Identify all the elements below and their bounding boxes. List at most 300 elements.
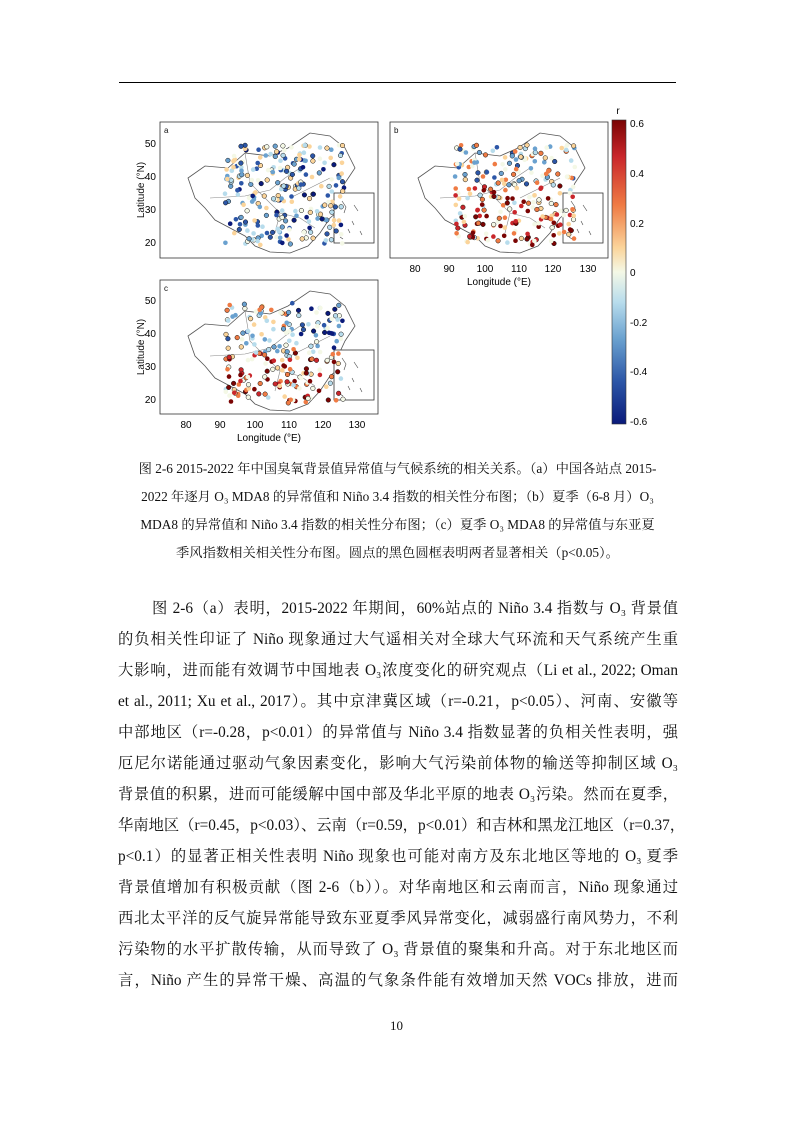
- station-marker: [226, 318, 231, 323]
- station-marker: [284, 169, 289, 174]
- station-marker: [524, 182, 529, 187]
- caption-line: 季风指数相关相关性分布图。圆点的黑色圆框表明两者显著相关（p<0.05）。: [176, 545, 619, 560]
- station-marker: [257, 392, 262, 397]
- station-marker: [245, 173, 250, 178]
- station-marker: [251, 231, 256, 236]
- station-marker: [279, 196, 284, 201]
- station-marker: [254, 350, 259, 355]
- station-marker: [228, 221, 233, 226]
- station-marker: [501, 203, 506, 208]
- station-marker: [310, 357, 315, 362]
- station-marker: [302, 193, 307, 198]
- station-marker: [476, 221, 481, 226]
- paragraph-line: 中部地区（r=-0.28，p<0.01）的异常值与 Niño 3.4 指数显著的负相关性表明，强: [118, 724, 678, 741]
- station-marker: [288, 398, 293, 403]
- station-marker: [468, 191, 473, 196]
- station-marker: [273, 382, 278, 387]
- station-marker: [544, 145, 549, 150]
- station-marker: [481, 174, 486, 179]
- station-marker: [235, 335, 240, 340]
- station-marker: [262, 353, 267, 358]
- station-marker: [270, 230, 275, 235]
- station-marker: [502, 181, 507, 186]
- station-marker: [252, 342, 257, 347]
- station-marker: [304, 215, 309, 220]
- colorbar-tick: 0.6: [630, 119, 644, 130]
- station-marker: [290, 199, 295, 204]
- station-marker: [492, 175, 497, 180]
- station-marker: [267, 338, 272, 343]
- station-marker: [570, 195, 575, 200]
- station-marker: [238, 222, 243, 227]
- station-marker: [526, 209, 531, 214]
- station-marker: [571, 213, 576, 218]
- station-marker: [558, 191, 563, 196]
- station-marker: [280, 368, 285, 373]
- station-marker: [291, 383, 296, 388]
- station-marker: [472, 160, 477, 165]
- station-marker: [307, 350, 312, 355]
- station-marker: [304, 172, 309, 177]
- station-marker: [299, 332, 304, 337]
- station-marker: [223, 241, 228, 246]
- colorbar-gradient: [612, 120, 626, 424]
- station-marker: [332, 218, 337, 223]
- station-marker: [239, 144, 244, 149]
- station-marker: [293, 209, 298, 214]
- station-marker: [514, 157, 519, 162]
- station-marker: [337, 324, 342, 329]
- station-marker: [334, 339, 339, 344]
- station-marker: [503, 215, 508, 220]
- station-marker: [275, 349, 280, 354]
- station-marker: [288, 242, 293, 247]
- station-marker: [252, 387, 257, 392]
- station-marker: [491, 234, 496, 239]
- station-marker: [456, 226, 461, 231]
- station-marker: [542, 160, 547, 165]
- station-marker: [453, 193, 458, 198]
- station-marker: [543, 156, 548, 161]
- station-marker: [340, 189, 345, 194]
- station-marker: [486, 238, 491, 243]
- station-marker: [335, 317, 340, 322]
- station-marker: [330, 210, 335, 215]
- station-marker: [302, 230, 307, 235]
- station-marker: [259, 332, 264, 337]
- station-marker: [337, 218, 342, 223]
- station-marker: [238, 379, 243, 384]
- station-marker: [336, 391, 341, 396]
- station-marker: [301, 327, 306, 332]
- station-marker: [239, 181, 244, 186]
- station-marker: [265, 369, 270, 374]
- station-marker: [326, 193, 331, 198]
- station-marker: [287, 329, 292, 334]
- station-marker: [491, 222, 496, 227]
- station-marker: [225, 367, 230, 372]
- station-marker: [332, 162, 337, 167]
- station-marker: [311, 386, 316, 391]
- station-marker: [314, 340, 319, 345]
- figure-2-6: [0, 0, 793, 450]
- station-marker: [327, 225, 332, 230]
- station-marker: [281, 144, 286, 149]
- paragraph-line: 华南地区（r=0.45，p<0.03）、云南（r=0.59，p<0.01）和吉林和黑龙江地区（r=0.37，: [118, 817, 686, 834]
- station-marker: [232, 231, 237, 236]
- station-marker: [514, 167, 519, 172]
- station-marker: [296, 308, 301, 313]
- station-marker: [271, 367, 276, 372]
- station-marker: [258, 243, 263, 248]
- station-marker: [231, 165, 236, 170]
- station-marker: [328, 156, 333, 161]
- station-marker: [527, 195, 532, 200]
- paragraph-line: et al., 2011; Xu et al., 2017）。其中京津冀区域（r=-0.21，p<0.05）、河南、安徽等: [118, 693, 678, 710]
- station-marker: [329, 238, 334, 243]
- station-marker: [244, 341, 249, 346]
- panel-a-ytick: 40: [144, 172, 156, 183]
- station-marker: [475, 178, 480, 183]
- station-marker: [473, 186, 478, 191]
- station-marker: [260, 224, 265, 229]
- station-marker: [271, 320, 276, 325]
- station-marker: [239, 215, 244, 220]
- station-marker: [278, 310, 283, 315]
- colorbar: [612, 106, 648, 428]
- station-marker: [540, 214, 545, 219]
- station-marker: [265, 231, 270, 236]
- caption-line: 图 2-6 2015-2022 年中国臭氧背景值异常值与气候系统的相关关系。（a）中国各站点 2015-: [138, 461, 657, 476]
- station-marker: [453, 186, 458, 191]
- station-marker: [329, 374, 334, 379]
- station-marker: [307, 196, 312, 201]
- station-marker: [519, 204, 524, 209]
- station-marker: [477, 150, 482, 155]
- station-marker: [319, 184, 324, 189]
- station-marker: [552, 159, 557, 164]
- station-marker: [465, 240, 470, 245]
- station-marker: [334, 183, 339, 188]
- station-marker: [281, 153, 286, 158]
- station-marker: [245, 228, 250, 233]
- station-marker: [262, 194, 267, 199]
- station-marker: [491, 149, 496, 154]
- station-marker: [329, 317, 334, 322]
- colorbar-tick: -0.2: [630, 318, 648, 329]
- station-marker: [550, 225, 555, 230]
- station-marker: [467, 187, 472, 192]
- station-marker: [338, 153, 343, 158]
- station-marker: [264, 153, 269, 158]
- panel-c-ytick: 40: [144, 329, 156, 340]
- station-marker: [325, 232, 330, 237]
- station-marker: [318, 156, 323, 161]
- station-marker: [280, 241, 285, 246]
- station-marker: [223, 191, 228, 196]
- station-marker: [273, 154, 278, 159]
- panel-c-ytick: 20: [144, 395, 156, 406]
- station-marker: [529, 166, 534, 171]
- station-marker: [281, 327, 286, 332]
- station-marker: [294, 214, 299, 219]
- panel-b-xtick: 120: [544, 264, 562, 275]
- station-marker: [325, 358, 330, 363]
- station-marker: [333, 205, 338, 210]
- station-marker: [239, 345, 244, 350]
- station-marker: [284, 321, 289, 326]
- station-marker: [289, 194, 294, 199]
- station-marker: [280, 225, 285, 230]
- station-marker: [306, 396, 311, 401]
- station-marker: [241, 331, 246, 336]
- station-marker: [227, 374, 232, 379]
- station-marker: [266, 395, 271, 400]
- station-marker: [554, 202, 559, 207]
- station-marker: [322, 323, 327, 328]
- body-paragraph: [118, 596, 686, 1006]
- station-marker: [503, 155, 508, 160]
- station-marker: [336, 351, 341, 356]
- station-marker: [549, 239, 554, 244]
- station-marker: [510, 196, 515, 201]
- station-marker: [482, 188, 487, 193]
- station-marker: [259, 181, 264, 186]
- station-marker: [263, 392, 268, 397]
- station-marker: [339, 171, 344, 176]
- station-marker: [288, 358, 293, 363]
- station-marker: [338, 194, 343, 199]
- station-marker: [529, 170, 534, 175]
- station-marker: [539, 186, 544, 191]
- station-marker: [311, 236, 316, 241]
- station-marker: [292, 218, 297, 223]
- station-marker: [246, 382, 251, 387]
- station-marker: [517, 178, 522, 183]
- station-marker: [482, 208, 487, 213]
- station-marker: [340, 241, 345, 246]
- station-marker: [232, 391, 237, 396]
- station-marker: [300, 323, 305, 328]
- station-marker: [248, 316, 253, 321]
- station-marker: [280, 358, 285, 363]
- station-marker: [537, 198, 542, 203]
- station-marker: [544, 172, 549, 177]
- station-marker: [318, 306, 323, 311]
- station-marker: [291, 347, 296, 352]
- station-marker: [290, 301, 295, 306]
- station-marker: [465, 196, 470, 201]
- station-marker: [310, 154, 315, 159]
- station-marker: [337, 176, 342, 181]
- station-marker: [268, 152, 273, 157]
- station-marker: [481, 222, 486, 227]
- station-marker: [463, 177, 468, 182]
- panel-c-label: c: [164, 284, 168, 293]
- station-marker: [281, 363, 286, 368]
- station-marker: [297, 153, 302, 158]
- station-marker: [315, 209, 320, 214]
- station-marker: [458, 211, 463, 216]
- station-marker: [328, 204, 333, 209]
- station-marker: [314, 333, 319, 338]
- station-marker: [521, 199, 526, 204]
- panel-a: [136, 122, 378, 258]
- station-marker: [539, 151, 544, 156]
- station-marker: [453, 174, 458, 179]
- station-marker: [229, 399, 234, 404]
- station-marker: [533, 159, 538, 164]
- station-marker: [235, 188, 240, 193]
- station-marker: [255, 161, 260, 166]
- station-marker: [277, 344, 282, 349]
- station-marker: [519, 236, 524, 241]
- station-marker: [458, 147, 463, 152]
- station-marker: [272, 345, 277, 350]
- panel-c-xtick: 90: [214, 420, 226, 431]
- station-marker: [252, 218, 257, 223]
- paragraph-line: 西北太平洋的反气旋异常能导致东亚夏季风异常变化，减弱盛行南风势力，不利: [118, 910, 678, 927]
- station-marker: [500, 162, 505, 167]
- station-marker: [307, 226, 312, 231]
- station-marker: [299, 208, 304, 213]
- station-marker: [573, 165, 578, 170]
- station-marker: [264, 206, 269, 211]
- panel-a-label: a: [164, 126, 169, 135]
- station-marker: [272, 358, 277, 363]
- colorbar-title: r: [616, 106, 620, 117]
- station-marker: [512, 201, 517, 206]
- panel-c-ylabel: Latitude (°N): [136, 318, 147, 376]
- station-marker: [535, 180, 540, 185]
- station-marker: [463, 172, 468, 177]
- station-marker: [223, 201, 228, 206]
- station-marker: [275, 180, 280, 185]
- station-marker: [329, 147, 334, 152]
- station-marker: [507, 161, 512, 166]
- station-marker: [242, 302, 247, 307]
- station-marker: [322, 161, 327, 166]
- station-marker: [519, 155, 524, 160]
- station-marker: [311, 159, 316, 164]
- panel-c-xlabel: Longitude (°E): [236, 433, 302, 444]
- station-marker: [265, 178, 270, 183]
- station-marker: [564, 148, 569, 153]
- station-marker: [571, 185, 576, 190]
- station-marker: [511, 172, 516, 177]
- station-marker: [240, 337, 245, 342]
- figure-caption: [115, 458, 680, 568]
- panel-b-xlabel: Longitude (°E): [466, 277, 532, 288]
- station-marker: [332, 223, 337, 228]
- station-marker: [310, 175, 315, 180]
- station-marker: [318, 350, 323, 355]
- station-marker: [567, 232, 572, 237]
- station-marker: [304, 367, 309, 372]
- station-marker: [271, 197, 276, 202]
- station-marker: [327, 331, 332, 336]
- station-marker: [503, 188, 508, 193]
- station-marker: [263, 361, 268, 366]
- station-marker: [455, 162, 460, 167]
- station-marker: [321, 167, 326, 172]
- station-marker: [302, 150, 307, 155]
- station-marker: [515, 186, 520, 191]
- panel-b-xtick: 100: [476, 264, 494, 275]
- station-marker: [271, 170, 276, 175]
- station-marker: [277, 229, 282, 234]
- station-marker: [339, 232, 344, 237]
- station-marker: [340, 161, 345, 166]
- station-marker: [311, 350, 316, 355]
- station-marker: [569, 158, 574, 163]
- station-marker: [326, 311, 331, 316]
- station-marker: [478, 193, 483, 198]
- station-marker: [505, 201, 510, 206]
- station-marker: [324, 238, 329, 243]
- panel-b-xtick: 110: [511, 264, 527, 275]
- paragraph-line: 背景值增加有积极贡献（图 2-6（b））。对华南地区和云南而言，Niño 现象通过: [118, 879, 678, 896]
- station-marker: [294, 341, 299, 346]
- panel-b-xtick: 90: [443, 264, 455, 275]
- paragraph-line: 厄尼尔诺能通过驱动气象因素变化，影响大气污染前体物的输送等抑制区域 O₃: [118, 755, 678, 772]
- panel-a-ylabel: Latitude (°N): [136, 161, 147, 219]
- station-marker: [251, 167, 256, 172]
- station-marker: [297, 313, 302, 318]
- station-marker: [317, 367, 322, 372]
- station-marker: [314, 310, 319, 315]
- station-marker: [265, 145, 270, 150]
- station-marker: [332, 345, 337, 350]
- station-marker: [247, 236, 252, 241]
- station-marker: [317, 171, 322, 176]
- station-marker: [525, 237, 530, 242]
- station-marker: [250, 194, 255, 199]
- station-marker: [334, 398, 339, 403]
- station-marker: [339, 337, 344, 342]
- station-marker: [285, 349, 290, 354]
- station-marker: [559, 146, 564, 151]
- station-marker: [239, 161, 244, 166]
- station-marker: [309, 306, 314, 311]
- station-marker: [324, 384, 329, 389]
- station-marker: [558, 222, 563, 227]
- station-marker: [485, 170, 490, 175]
- station-marker: [243, 220, 248, 225]
- station-marker: [339, 205, 344, 210]
- paragraph-line: p<0.1）的显著正相关性表明 Niño 现象也可能对南方及东北地区等地的 O₃ 夏季: [118, 848, 678, 865]
- station-marker: [290, 172, 295, 177]
- panel-b: [390, 122, 608, 288]
- station-marker: [232, 154, 237, 159]
- station-marker: [286, 310, 291, 315]
- station-marker: [510, 154, 515, 159]
- station-marker: [287, 227, 292, 232]
- station-marker: [505, 196, 510, 201]
- panel-c-xtick: 130: [348, 420, 366, 431]
- station-marker: [454, 203, 459, 208]
- station-marker: [341, 397, 346, 402]
- station-marker: [252, 322, 257, 327]
- station-marker: [274, 213, 279, 218]
- station-marker: [292, 162, 297, 167]
- station-marker: [505, 240, 510, 245]
- station-marker: [275, 366, 280, 371]
- station-marker: [327, 184, 332, 189]
- station-marker: [552, 221, 557, 226]
- station-marker: [525, 232, 530, 237]
- station-marker: [454, 222, 459, 227]
